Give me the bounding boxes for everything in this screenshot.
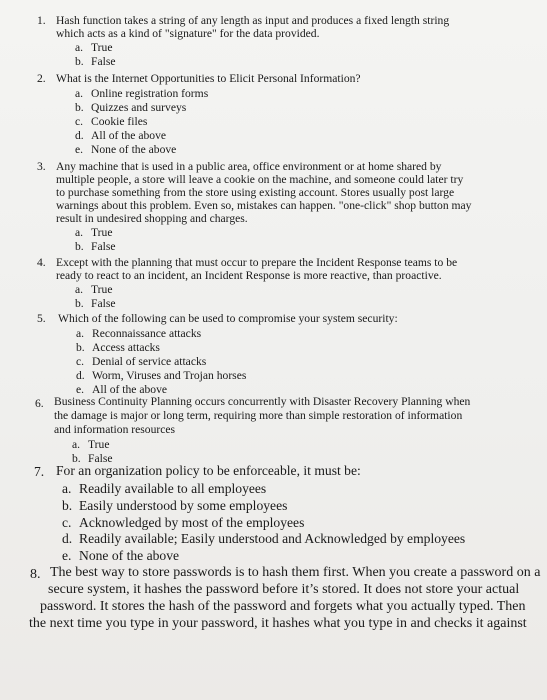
option-letter: c. [62,515,72,530]
option-letter: e. [76,383,85,396]
option-b [75,102,186,114]
option-letter: d. [76,369,85,382]
option-text: Denial of service attacks [92,355,207,368]
option-letter: c. [75,115,84,128]
question-text-line: Which of the following can be used to compromise your system security: [58,312,398,325]
option-text: None of the above [79,548,180,563]
option-letter: a. [75,41,84,54]
question-text-line: result in undesired shopping and charges. [56,212,248,225]
option-text: Access attacks [92,341,160,354]
question-text-line: Hash function takes a string of any length as input and produces a fixed length string [56,14,450,27]
option-letter: b. [75,101,84,114]
option-letter: a. [75,87,84,100]
option-letter: c. [76,355,85,368]
option-e [75,144,176,156]
option-text: True [88,438,110,451]
question-number: 7. [34,464,45,479]
option-text: False [91,240,116,253]
option-b [75,56,115,68]
question-text-line: to purchase something from the store using existing account. Stores usually post large [56,186,455,199]
option-text: Acknowledged by most of the employees [79,515,305,530]
question-number: 4. [37,256,46,269]
option-a [75,227,112,239]
option-text: All of the above [92,383,168,396]
option-text: None of the above [91,143,177,156]
question-text-line: What is the Internet Opportunities to Elicit Personal Information? [56,72,361,85]
option-letter: b. [75,55,84,68]
option-a [72,439,109,451]
option-text: False [91,55,116,68]
question-text-line: ready to react to an incident, an Incident Response is more reactive, than proactive. [56,269,442,282]
question-number: 5. [37,312,46,325]
option-letter: b. [76,341,85,354]
question-number: 1. [37,14,46,27]
option-letter: a. [75,226,84,239]
option-text: Worm, Viruses and Trojan horses [92,369,247,382]
question-text-line: For an organization policy to be enforceable, it must be: [56,463,361,478]
question-text-line: Any machine that is used in a public area, office environment or at home shared by [56,160,442,173]
option-text: Cookie files [91,115,148,128]
option-text: All of the above [91,129,167,142]
option-a [62,482,266,496]
option-text: True [91,41,113,54]
option-text: True [91,283,113,296]
question-number: 8. [30,567,41,582]
option-text: Reconnaissance attacks [92,327,202,340]
option-b [75,298,115,310]
option-a [75,88,208,100]
question-text-line: password. It stores the hash of the password and forgets what you actually typed. Then [40,599,526,614]
option-b [75,241,115,253]
option-letter: e. [62,548,72,563]
question-number: 3. [37,160,46,173]
option-letter: b. [75,297,84,310]
question-text-line: secure system, it hashes the password before it’s stored. It does not store your actual [48,582,520,597]
option-c [76,356,206,368]
option-text: Easily understood by some employees [79,498,288,513]
option-text: Readily available to all employees [79,481,267,496]
option-text: True [91,226,113,239]
question-text-line: and information resources [54,423,176,436]
question-text-line: which acts as a kind of "signature" for the data provided. [56,27,320,40]
option-letter: a. [76,327,85,340]
question-text-line: the next time you type in your password, it hashes what you type in and checks it against [29,616,527,631]
option-c [62,516,304,530]
option-d [75,130,166,142]
option-a [76,328,201,340]
question-text-line: Business Continuity Planning occurs concurrently with Disaster Recovery Planning when [54,395,471,408]
option-e [62,549,179,563]
option-c [75,116,147,128]
option-text: Quizzes and surveys [91,101,187,114]
question-text-line: The best way to store passwords is to hash them first. When you create a password on a [50,565,541,580]
option-letter: e. [75,143,84,156]
option-text: Readily available; Easily understood and Acknowledged by employees [79,531,466,546]
question-text-line: Except with the planning that must occur to prepare the Incident Response teams to be [56,256,458,269]
option-a [75,42,112,54]
option-text: Online registration forms [91,87,209,100]
option-text: False [88,452,113,465]
option-letter: b. [75,240,84,253]
option-letter: a. [62,481,72,496]
question-text-line: multiple people, a store will leave a cookie on the machine, and someone could later try [56,173,464,186]
option-letter: b. [62,498,73,513]
option-letter: a. [75,283,84,296]
option-d [76,370,246,382]
option-a [75,284,112,296]
option-letter: d. [62,531,73,546]
option-text: False [91,297,116,310]
question-text-line: warnings about this problem. Even so, mistakes can happen. "one-click" shop button may [56,199,472,212]
question-number: 6. [35,397,44,410]
option-letter: b. [72,452,81,465]
option-d [62,532,465,546]
option-letter: a. [72,438,81,451]
option-letter: d. [75,129,84,142]
question-number: 2. [37,72,46,85]
option-b [76,342,160,354]
option-b [62,499,287,513]
question-text-line: the damage is major or long term, requiring more than simple restoration of information [54,409,463,422]
